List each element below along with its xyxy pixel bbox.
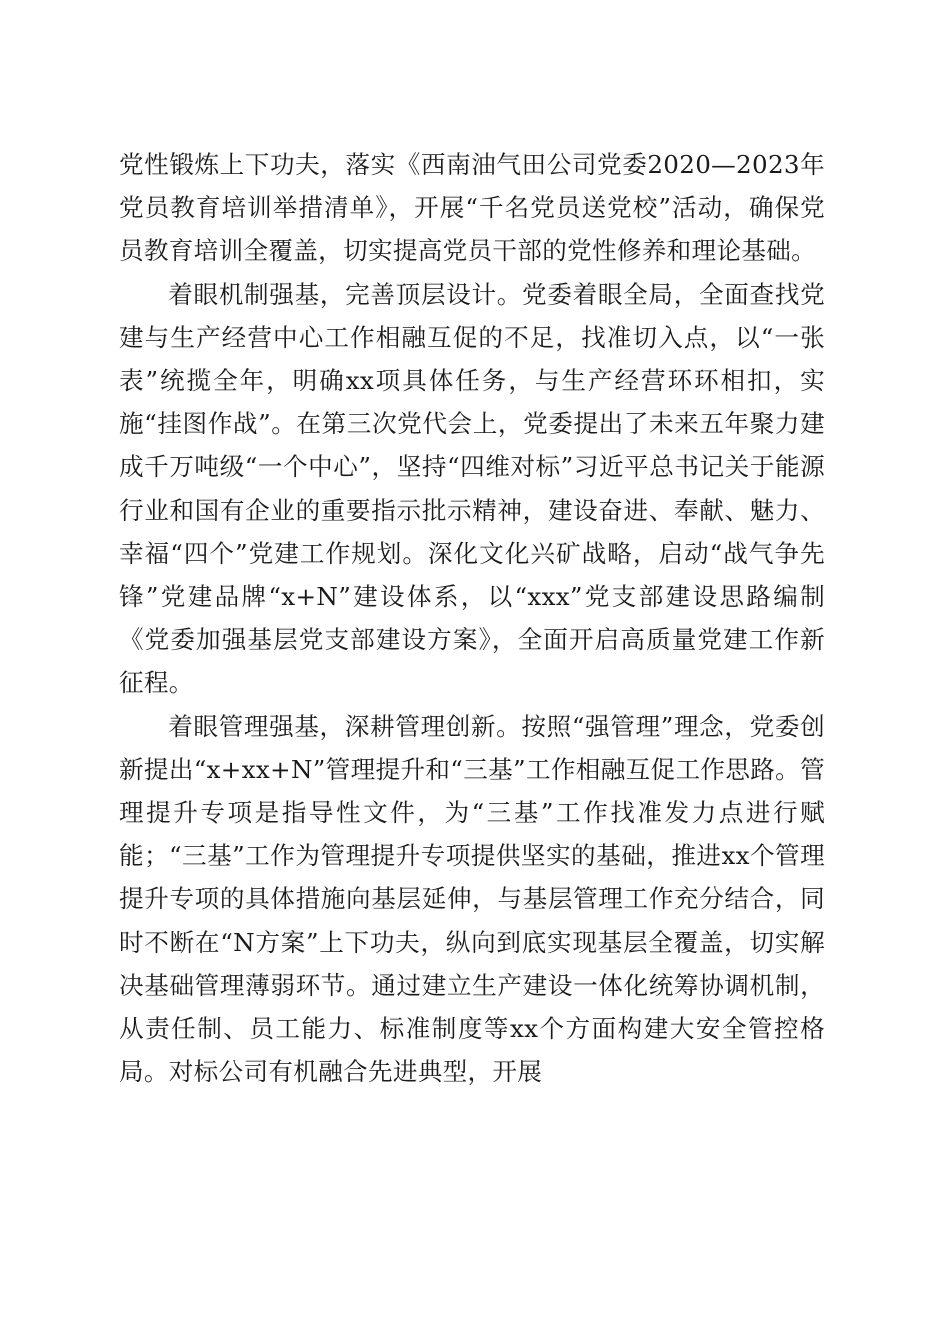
paragraph-management: 着眼管理强基，深耕管理创新。按照“强管理”理念，党委创新提出“x+xx+N”管理提升和“三基”工作相融互促工作思路。管理提升专项是指导性文件，为“三基”工作找准发力点进行赋能；“三基”工作为管理提升专项提供坚实的基础，推进xx个管理提升专项的具体措施向基层延伸，与基层管理工作充分结合，同时不断在“N方案”上下功夫，纵向到底实现基层全覆盖，切实解决基础管理薄弱环节。通过建立生产建设一体化统筹协调机制，从责任制、员工能力、标准制度等xx个方面构建大安全管控格局。对标公司有机融合先进典型，开展 [119,711,825,1087]
paragraph-mechanism: 着眼机制强基，完善顶层设计。党委着眼全局，全面查找党建与生产经营中心工作相融互促的不足，找准切入点，以“一张表”统揽全年，明确xx项具体任务，与生产经营环环相扣，实施“挂图作战”。在第三次党代会上，党委提出了未来五年聚力建成千万吨级“一个中心”，坚持“四维对标”习近平总书记关于能源行业和国有企业的重要指示批示精神，建设奋进、奉献、魅力、幸福“四个”党建工作规划。深化文化兴矿战略，启动“战气争先锋”党建品牌“x+N”建设体系，以“xxx”党支部建设思路编制《党委加强基层党支部建设方案》，全面开启高质量党建工作新征程。 [119,279,825,698]
document-body [119,143,825,1093]
paragraph-continuation: 党性锻炼上下功夫，落实《西南油气田公司党委2020—2023年党员教育培训举措清单》，开展“千名党员送党校”活动，确保党员教育培训全覆盖，切实提高党员干部的党性修养和理论基础。 [119,150,825,266]
